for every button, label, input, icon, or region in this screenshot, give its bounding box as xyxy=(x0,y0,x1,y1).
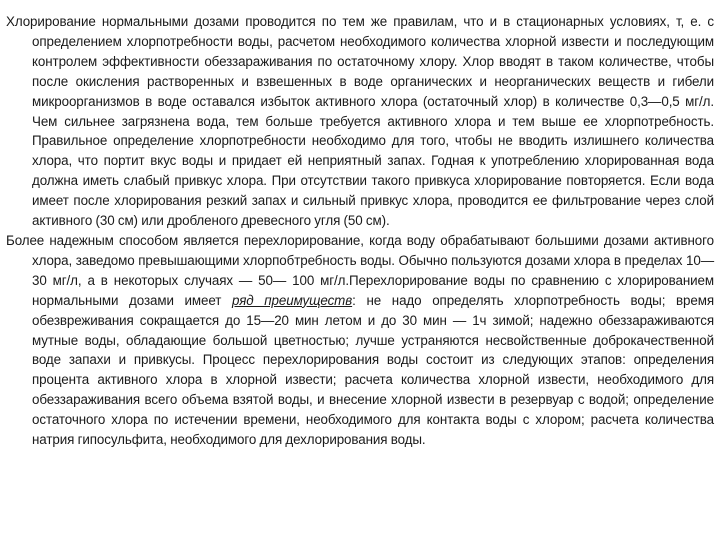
paragraph-normal-dose-chlorination xyxy=(6,12,714,231)
paragraph-1-text: Хлорирование нормальными дозами проводится по тем же правилам, что и в стационарных условиях, т, е. с определением хлорпотребности воды, расчетом необходимого количества хлорной извести и последующим контролем эффективности обеззараживания по остаточному хлору. Хлор вводят в таком количестве, чтобы после окисления растворенных и взвешенных в воде органических и неорганических веществ и гибели микроорганизмов в воде оставался избыток активного хлора (остаточный хлор) в количестве 0,3—0,5 мг/л. Чем сильнее загрязнена вода, тем больше требуется активного хлора и тем выше ее хлорпотребность. Правильное определение хлорпотребности необходимо для того, чтобы не вводить излишнего количества хлора, что портит вкус воды и придает ей неприятный запах. Годная к употреблению хлорированная вода должна иметь слабый привкус хлора. При отсутствии такого привкуса хлорирование повторяется. Если вода имеет после хлорирования резкий запах и сильный привкус хлора, проводится ее фильтрование через слой активного (30 см) или дробленого древесного угля (50 см). xyxy=(6,14,714,229)
paragraph-2-text-a: Более надежным способом является перехлорирование, когда воду обрабатывают большими дозами активного хлора, заведомо превышающими хлорпобтребность воды. Обычно пользуются дозами хлора в пределах 10—30 мг/л, а в некоторых случаях — 50— 100 мг/л.Перехлорирование воды по сравнению с хлорированием нормальными дозами имеет xyxy=(6,232,714,308)
paragraph-superchlorination xyxy=(6,231,714,450)
advantages-underlined-phrase: ряд преимуществ xyxy=(232,292,353,308)
paragraph-2-text-b: : не надо определять хлорпотребность воды; время обезвреживания сокращается до 15—20 мин летом и до 30 мин — 1ч зимой; надежно обеззараживаются мутные воды, обладающие большой цветностью; лучше устраняются несвойственные доброкачественной воде запахи и привкусы. Процесс перехлорирования воды состоит из следующих этапов: определения процента активного хлора в хлорной извести; расчета количества хлорной извести, необходимого для обеззараживания всего объема взятой воды, и внесение хлорной извести в резервуар с водой; определение остаточного хлора по истечении времени, необходимого для контакта воды с хлором; расчета количества натрия гипосульфита, необходимого для дехлорирования воды. xyxy=(32,292,714,448)
